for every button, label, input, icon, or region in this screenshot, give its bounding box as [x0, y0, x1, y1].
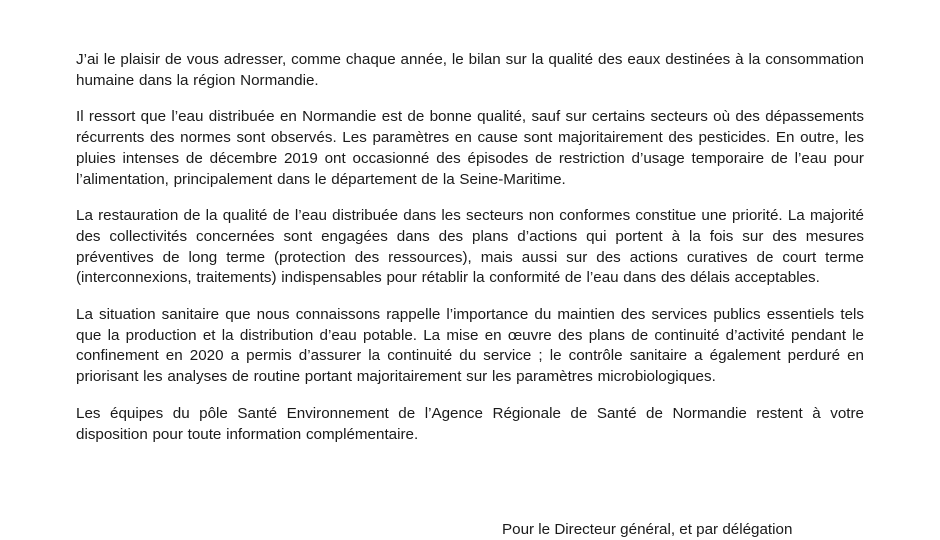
paragraph-restoration: La restauration de la qualité de l’eau distribuée dans les secteurs non conformes constitue une priorité. La majorité des collectivités concernées sont engagées dans des plans d’actions qui portent à la fois sur des mesures préventives de long terme (protection des ressources), mais aussi sur des actions curatives de court terme (interconnexions, traitements) indispensables pour rétablir la conformité de l’eau dans des délais acceptables.	[76, 207, 864, 287]
paragraph-sanitary-situation: La situation sanitaire que nous connaissons rappelle l’importance du maintien des services publics essentiels tels que la production et la distribution d’eau potable. La mise en œuvre des plans de continuité d’activité pendant le confinement en 2020 a permis d’assurer la continuité du service ; le contrôle sanitaire a également perduré en priorisant les analyses de routine portant majoritairement sur les paramètres microbiologiques.	[76, 306, 864, 386]
letter-body	[76, 50, 864, 461]
paragraph-intro: J’ai le plaisir de vous adresser, comme chaque année, le bilan sur la qualité des eaux destinées à la consommation humaine dans la région Normandie.	[76, 51, 864, 89]
signature-line: Pour le Directeur général, et par délégation	[502, 521, 793, 538]
paragraph-closing: Les équipes du pôle Santé Environnement de l’Agence Régionale de Santé de Normandie restent à votre disposition pour toute information complémentaire.	[76, 404, 864, 443]
paragraph-water-quality: Il ressort que l’eau distribuée en Normandie est de bonne qualité, sauf sur certains secteurs où des dépassements récurrents des normes sont observés. Les paramètres en cause sont majoritairement des pesticides. En outre, les pluies intenses de décembre 2019 ont occasionné des épisodes de restriction d’usage temporaire de l’eau pour l’alimentation, principalement dans le département de la Seine-Maritime.	[76, 108, 864, 188]
